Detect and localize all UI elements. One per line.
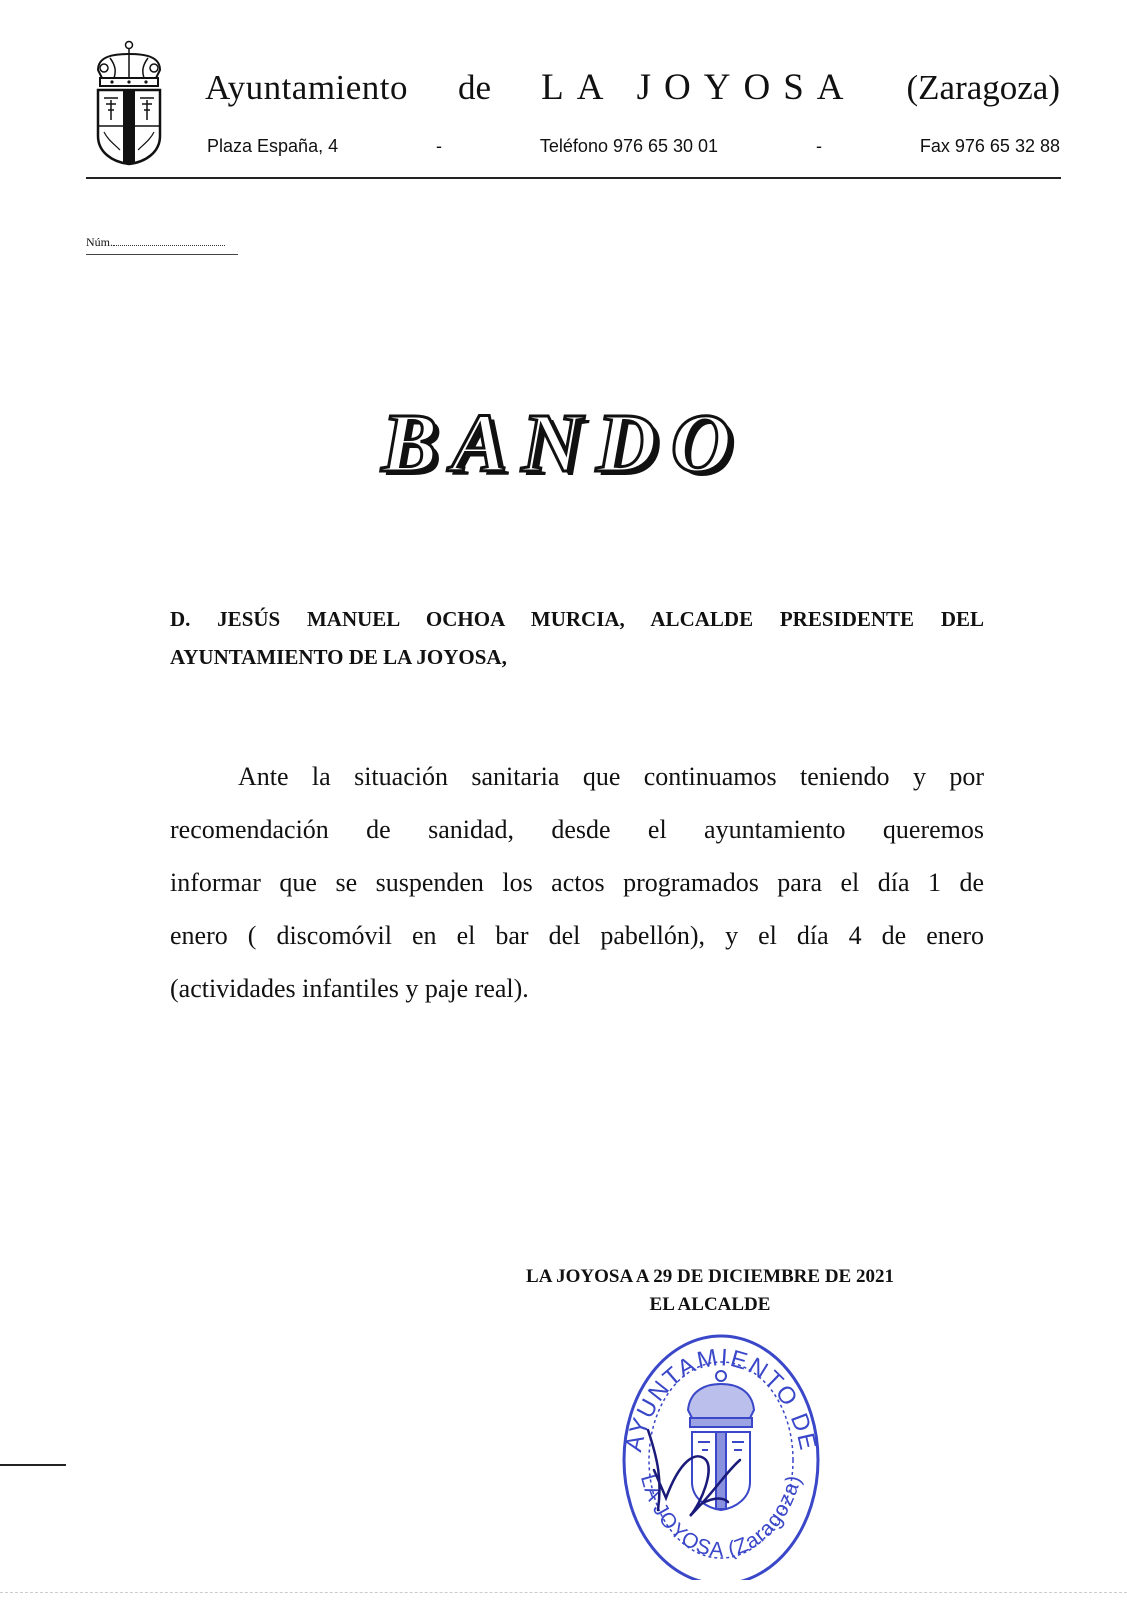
letterhead-phone: Teléfono 976 65 30 01 [539,135,719,156]
issuer-heading-line: AYUNTAMIENTO DE LA JOYOSA, [170,645,507,669]
scan-edge-line [0,1592,1127,1593]
margin-fold-mark [0,1464,66,1466]
document-number-label: Núm. [86,235,113,249]
body-line: Ante la situación sanitaria que continuamos teniendo y por [238,762,984,791]
municipal-coat-of-arms-icon [90,40,168,168]
official-seal-stamp [610,1310,830,1580]
letterhead-divider [86,177,1061,179]
issuer-heading-line: D. JESÚS MANUEL OCHOA MURCIA, ALCALDE PRESIDENTE DEL [170,607,984,631]
letterhead-contact [207,133,1060,159]
letterhead-address: Plaza España, 4 [207,135,339,156]
body-line: enero ( discomóvil en el bar del pabellón), y el día 4 de enero [170,921,984,950]
place-and-date: LA JOYOSA A 29 DE DICIEMBRE DE 2021 [526,1266,894,1287]
letterhead-separator: - [815,135,822,156]
letterhead-fax: Fax 976 65 32 88 [919,135,1060,156]
document-number-blank [113,234,225,246]
document-title: BANDO [381,397,746,490]
signatory-title: EL ALCALDE [649,1294,771,1315]
letterhead-town-name: LA JOYOSA [541,67,857,108]
document-number [86,234,225,250]
letterhead-title [205,66,1060,116]
letterhead-separator: - [436,135,442,156]
body-line: (actividades infantiles y paje real). [170,974,529,1003]
stamp-text-bottom: LA JOYOSA (Zaragoza) [635,1472,806,1562]
issuer-heading [170,600,984,676]
proclamation-body [170,750,984,1015]
document-number-underline [86,254,238,255]
letterhead-ayuntamiento: Ayuntamiento [205,68,409,107]
letterhead-de: de [458,68,492,107]
body-line: informar que se suspenden los actos programados para el día 1 de [170,868,984,897]
stamp-text-top: AYUNTAMIENTO DE [620,1343,822,1455]
body-line: recomendación de sanidad, desde el ayuntamiento queremos [170,815,984,844]
letterhead-province: (Zaragoza) [906,68,1060,107]
